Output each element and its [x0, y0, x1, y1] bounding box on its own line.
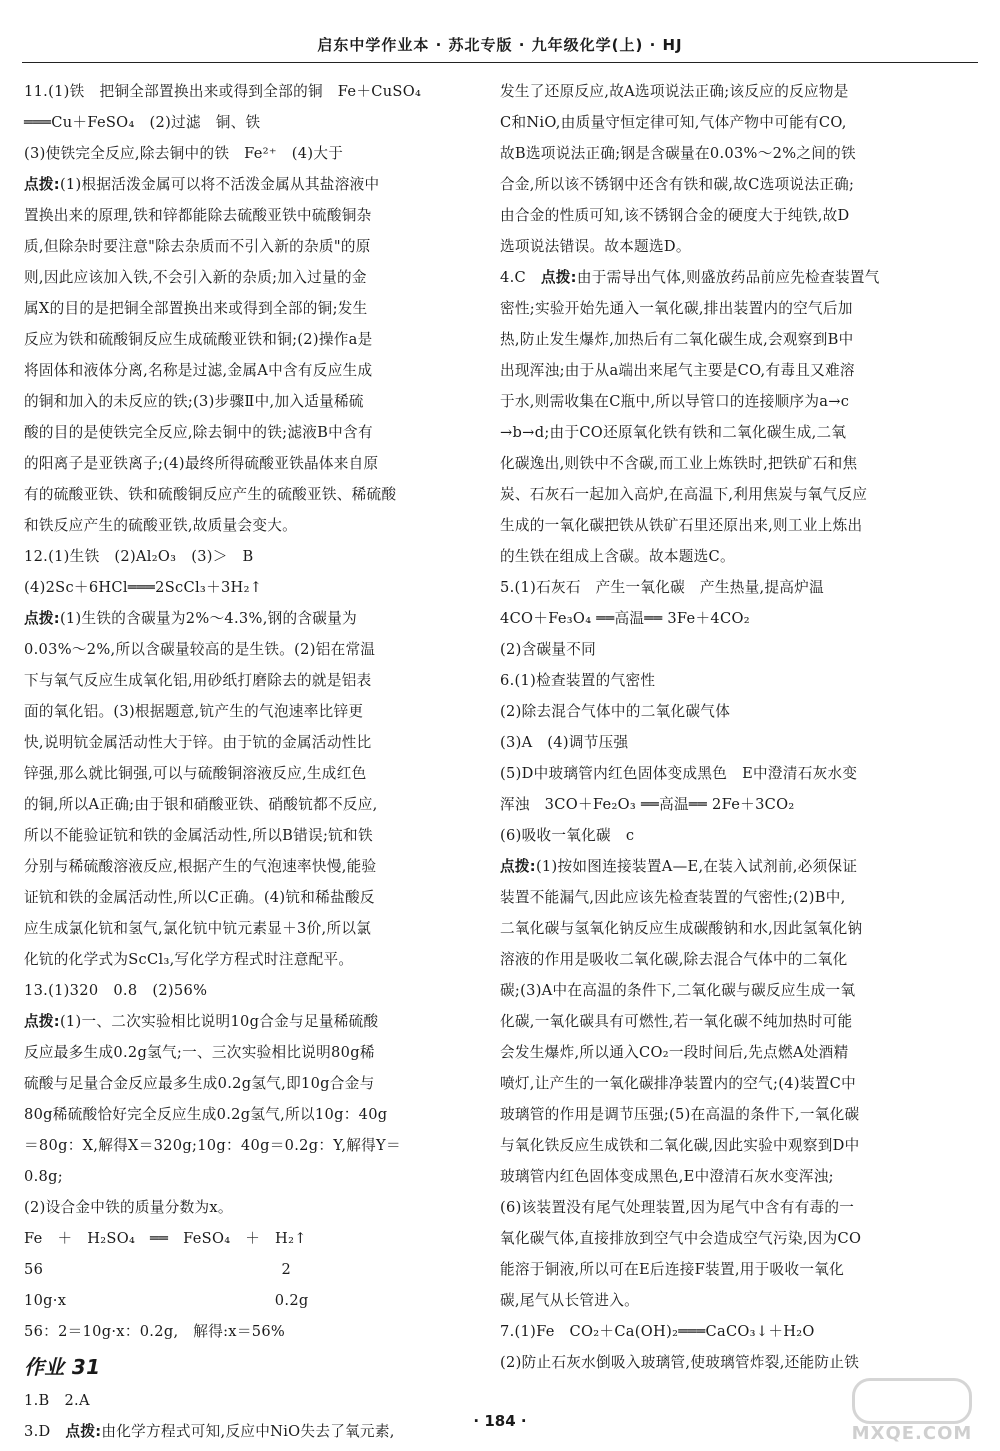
- text-line: 应生成氯化钪和氢气,氯化钪中钪元素显＋3价,所以氯: [24, 920, 372, 937]
- text-line: 点拨:(1)一、二次实验相比说明10g合金与足量稀硫酸: [24, 1013, 379, 1030]
- text-line: 11.(1)铁 把铜全部置换出来或得到全部的铜 Fe＋CuSO₄: [24, 83, 422, 100]
- text-line: 分别与稀硫酸溶液反应,根据产生的气泡速率快慢,能验: [24, 858, 377, 875]
- text-line: 装置不能漏气,因此应该先检查装置的气密性;(2)B中,: [500, 889, 846, 906]
- text-line: 故B选项说法正确;钢是含碳量在0.03%～2%之间的铁: [500, 145, 856, 162]
- text-line: (3)使铁完全反应,除去铜中的铁 Fe²⁺ (4)大于: [24, 145, 344, 162]
- left-column: [24, 76, 492, 1440]
- text-line: 4.C 点拨:由于需导出气体,则盛放药品前应先检查装置气: [500, 269, 880, 286]
- text-line: 出现浑浊;由于从a端出来尾气主要是CO,有毒且又难溶: [500, 362, 855, 379]
- text-line: 与氧化铁反应生成铁和二氧化碳,因此实验中观察到D中: [500, 1137, 860, 1154]
- text-line: 的阳离子是亚铁离子;(4)最终所得硫酸亚铁晶体来自原: [24, 455, 379, 472]
- text-line: 反应为铁和硫酸铜反应生成硫酸亚铁和铜;(2)操作a是: [24, 331, 373, 348]
- text-line: 0.8g;: [24, 1168, 63, 1185]
- text-line: 将固体和液体分离,名称是过滤,金属A中含有反应生成: [24, 362, 373, 379]
- text-line: 碳,尾气从长管进入。: [500, 1292, 639, 1309]
- text-line: 置换出来的原理,铁和锌都能除去硫酸亚铁中硫酸铜杂: [24, 207, 372, 224]
- header-title: 启东中学作业本 · 苏北专版 · 九年级化学(上) · HJ: [317, 36, 683, 54]
- text-line: 密性;实验开始先通入一氧化碳,排出装置内的空气后加: [500, 300, 853, 317]
- text-line: (2)设合金中铁的质量分数为x。: [24, 1199, 233, 1216]
- text-line: 点拨:(1)按如图连接装置A—E,在装入试剂前,必须保证: [500, 858, 858, 875]
- text-line: (5)D中玻璃管内红色固体变成黑色 E中澄清石灰水变: [500, 765, 858, 782]
- text-line: 质,但除杂时要注意"除去杂质而不引入新的杂质"的原: [24, 238, 371, 255]
- text-line: 80g稀硫酸恰好完全反应生成0.2g氢气,所以10g：40g: [24, 1106, 388, 1123]
- text-line: (2)含碳量不同: [500, 641, 597, 658]
- text-line: 锌强,那么就比铜强,可以与硫酸铜溶液反应,生成红色: [24, 765, 367, 782]
- hint-label: 点拨:: [24, 1013, 60, 1030]
- text-line: 氧化碳气体,直接排放到空气中会造成空气污染,因为CO: [500, 1230, 862, 1247]
- hint-label: 点拨:: [65, 1423, 102, 1440]
- text-line: C和NiO,由质量守恒定律可知,气体产物中可能有CO,: [500, 114, 847, 131]
- text-line: 面的氧化铝。(3)根据题意,钪产生的气泡速率比锌更: [24, 703, 364, 720]
- text-line: 所以不能验证钪和铁的金属活动性,所以B错误;钪和铁: [24, 827, 373, 844]
- text-line: 点拨:(1)生铁的含碳量为2%～4.3%,钢的含碳量为: [24, 610, 357, 627]
- text-line: 3.D 点拨:由化学方程式可知,反应中NiO失去了氧元素,: [24, 1423, 395, 1440]
- text-line: 玻璃管的作用是调节压强;(5)在高温的条件下,一氧化碳: [500, 1106, 860, 1123]
- text-line: 会发生爆炸,所以通入CO₂一段时间后,先点燃A处酒精: [500, 1044, 849, 1061]
- text-line: 溶液的作用是吸收二氧化碳,除去混合气体中的二氧化: [500, 951, 848, 968]
- text-line: 属X的目的是把铜全部置换出来或得到全部的铜;发生: [24, 300, 368, 317]
- text-line: 玻璃管内红色固体变成黑色,E中澄清石灰水变浑浊;: [500, 1168, 834, 1185]
- right-column: [500, 76, 968, 1406]
- text-line: 证钪和铁的金属活动性,所以C正确。(4)钪和稀盐酸反: [24, 889, 375, 906]
- text-line: (4)2Sc＋6HCl═══2ScCl₃＋3H₂↑: [24, 579, 263, 596]
- text-line: 的生铁在组成上含碳。故本题选C。: [500, 548, 735, 565]
- text-line: (2)除去混合气体中的二氧化碳气体: [500, 703, 731, 720]
- text-line: 二氧化碳与氢氧化钠反应生成碳酸钠和水,因此氢氧化钠: [500, 920, 863, 937]
- text-line: (2)防止石灰水倒吸入玻璃管,使玻璃管炸裂,还能防止铁: [500, 1354, 860, 1371]
- hint-label: 点拨:: [540, 269, 577, 286]
- text-line: 热,防止发生爆炸,加热后有二氧化碳生成,会观察到B中: [500, 331, 854, 348]
- watermark-logo: [846, 1378, 978, 1444]
- text-line: 7.(1)Fe CO₂＋Ca(OH)₂═══CaCO₃↓＋H₂O: [500, 1323, 815, 1340]
- watermark-mark-icon: [852, 1378, 972, 1424]
- hint-label: 点拨:: [24, 176, 60, 193]
- text-line: 下与氧气反应生成氧化铝,用砂纸打磨除去的就是铝表: [24, 672, 372, 689]
- text-line: 则,因此应该加入铁,不会引入新的杂质;加入过量的金: [24, 269, 367, 286]
- text-line: 炭、石灰石一起加入高炉,在高温下,利用焦炭与氧气反应: [500, 486, 868, 503]
- text-line: ═══Cu＋FeSO₄ (2)过滤 铜、铁: [24, 114, 261, 131]
- text-line: ＝80g：X,解得X＝320g;10g：40g＝0.2g：Y,解得Y＝: [24, 1137, 401, 1154]
- text-line: 于水,则需收集在C瓶中,所以导管口的连接顺序为a→c: [500, 393, 850, 410]
- text-line: 化碳,一氧化碳具有可燃性,若一氧化碳不纯加热时可能: [500, 1013, 853, 1030]
- text-line: 12.(1)生铁 (2)Al₂O₃ (3)＞ B: [24, 548, 254, 565]
- text-line: 喷灯,让产生的一氧化碳排净装置内的空气;(4)装置C中: [500, 1075, 856, 1092]
- text-line: (6)吸收一氧化碳 c: [500, 827, 635, 844]
- equation-line: Fe ＋ H₂SO₄ ══ FeSO₄ ＋ H₂↑: [24, 1230, 307, 1247]
- text-line: 选项说法错误。故本题选D。: [500, 238, 691, 255]
- text-line: 由合金的性质可知,该不锈钢合金的硬度大于纯铁,故D: [500, 207, 850, 224]
- text-line: (6)该装置没有尾气处理装置,因为尾气中含有有毒的一: [500, 1199, 855, 1216]
- text-line: 13.(1)320 0.8 (2)56%: [24, 982, 208, 999]
- text-line: 的铜,所以A正确;由于银和硝酸亚铁、硝酸钪都不反应,: [24, 796, 378, 813]
- text-line: 酸的目的是使铁完全反应,除去铜中的铁;滤液B中含有: [24, 424, 373, 441]
- text-line: 0.03%～2%,所以含碳量较高的是生铁。(2)铝在常温: [24, 641, 376, 658]
- equation-line: 56 2: [24, 1261, 292, 1278]
- text-line: →b→d;由于CO还原氧化铁有铁和二氧化碳生成,二氧: [500, 424, 847, 441]
- text-line: 1.B 2.A: [24, 1392, 90, 1409]
- text-line: 化钪的化学式为ScCl₃,写化学方程式时注意配平。: [24, 951, 354, 968]
- text-line: 点拨:(1)根据活泼金属可以将不活泼金属从其盐溶液中: [24, 176, 380, 193]
- page-number: · 184 ·: [473, 1412, 527, 1430]
- equation-line: 10g·x 0.2g: [24, 1292, 309, 1309]
- text-line: 快,说明钪金属活动性大于锌。由于钪的金属活动性比: [24, 734, 372, 751]
- text-line: 化碳逸出,则铁中不含碳,而工业上炼铁时,把铁矿石和焦: [500, 455, 858, 472]
- equation-line: 4CO＋Fe₃O₄ ══高温══ 3Fe＋4CO₂: [500, 610, 750, 627]
- text-line: 发生了还原反应,故A选项说法正确;该反应的反应物是: [500, 83, 849, 100]
- text-line: 反应最多生成0.2g氢气;一、三次实验相比说明80g稀: [24, 1044, 375, 1061]
- text-line: 合金,所以该不锈钢中还含有铁和碳,故C选项说法正确;: [500, 176, 855, 193]
- equation-line: 56：2＝10g·x：0.2g, 解得:x＝56%: [24, 1323, 286, 1340]
- text-line: 的铜和加入的未反应的铁;(3)步骤Ⅱ中,加入适量稀硫: [24, 393, 364, 410]
- text-line: 和铁反应产生的硫酸亚铁,故质量会变大。: [24, 517, 298, 534]
- text-line: (3)A (4)调节压强: [500, 734, 629, 751]
- text-line: 能溶于铜液,所以可在E后连接F装置,用于吸收一氧化: [500, 1261, 845, 1278]
- text-line: 5.(1)石灰石 产生一氧化碳 产生热量,提高炉温: [500, 579, 825, 596]
- text-line: 硫酸与足量合金反应最多生成0.2g氢气,即10g合金与: [24, 1075, 375, 1092]
- header-rule: [22, 62, 978, 63]
- text-line: 有的硫酸亚铁、铁和硫酸铜反应产生的硫酸亚铁、稀硫酸: [24, 486, 397, 503]
- hint-label: 点拨:: [24, 610, 60, 627]
- watermark-text: MXQE.COM: [851, 1423, 973, 1444]
- text-line: 碳;(3)A中在高温的条件下,二氧化碳与碳反应生成一氧: [500, 982, 856, 999]
- hint-label: 点拨:: [500, 858, 536, 875]
- section-heading: 作业 31: [24, 1355, 101, 1379]
- text-line: 6.(1)检查装置的气密性: [500, 672, 656, 689]
- text-line: 生成的一氧化碳把铁从铁矿石里还原出来,则工业上炼出: [500, 517, 863, 534]
- page-header: [22, 0, 978, 68]
- equation-line: 浑浊 3CO＋Fe₂O₃ ══高温══ 2Fe＋3CO₂: [500, 796, 795, 813]
